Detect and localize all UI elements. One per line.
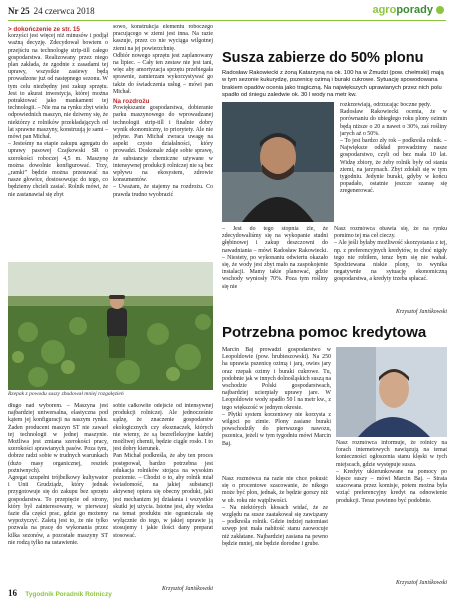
farmer-portrait-photo xyxy=(336,347,447,437)
article1-column-3 xyxy=(334,226,447,308)
continuation-note: > dokończenie ze str. 15 xyxy=(8,26,80,33)
paragraph: sowo, konstrukcja elementu roboczego pracującego w ziemi jest inna. Na razie kaszuje, przez co nie wyciąga wilgotnej ziemi na jej powierzchnię. xyxy=(113,24,213,52)
farmer-portrait-image xyxy=(222,102,334,222)
left-column-1 xyxy=(8,24,108,256)
paragraph: Powiększanie gospodarstwa, dobieranie parku maszynowego do wprowadzanej technologii strip-till i finalnie dobry wynik ekonomiczny, to priorytety. Ale nie jedyne. Pan Michał zwraca uwagę na aspekt czysto działalności, który prowadzi. Doskonale zdaje sobie sprawę, że substancje chemiczne używane w intensywnej produkcji rolniczej nie są bez wpływu na ekosystem, zdrowie konsumentów. xyxy=(113,105,213,184)
article2-column-1 xyxy=(222,347,331,475)
footer-brand-3: Rolniczy xyxy=(85,591,112,598)
paragraph: długo nad wyborem. – Maszyna jest najbardziej uniwersalna, elastyczna pod kątem jej konfiguracji na naszym rynku. Żaden producent maszyn ST nie zawarł tej technologii w jednej maszynie. Możliwa jest zmiana szerokości pracy, szerokości sprawianych pasów. Poza tym, dobrze radzi sobie w trudnych warunkach (dużo masy organicznej, resztek pożniwnych). xyxy=(8,403,108,474)
paragraph: sobie całkowite odejście od intensywnej produkcji rolniczej. Ale jednocześnie sądzę, że znaczenie gospodarstw ekologicznych czy ekoznaczek, których nie wiemy, że są bezrefleksyjne każdej możliwej chemii, będzie ciągle rosło. I to jest dobry kierunek. xyxy=(113,403,213,453)
farmer-portrait-photo xyxy=(222,102,334,222)
farmer-portrait-image xyxy=(336,347,447,437)
page-number: 16 xyxy=(8,588,17,598)
subheading: Na rozdrożu xyxy=(113,98,150,106)
page-footer xyxy=(8,588,112,598)
footer-brand xyxy=(25,591,112,598)
author-signature: Krzysztof Janiśkowski xyxy=(395,309,447,315)
paragraph: Nasz rozmówca obawia się, że na rynku pomimo tej ma ceł cieczy. – Ale jeśli byłaby możliwość skorzystania z tej, np. z preferencyjnych kredytów, to choć nigdy tego nie robiłem, teraz bym się nie wahał. Spodziewana niskie plony, to wynika negatywnie na sytuację ekonomiczną gospodarstwa, a kredyty trzeba spłacać. xyxy=(334,226,447,283)
issue-label: Nr 25 xyxy=(8,6,30,16)
left-column-3 xyxy=(8,403,108,585)
article1-column-2 xyxy=(222,226,328,316)
author-signature: Krzysztof Janiśkowski xyxy=(161,586,213,592)
left-column-2 xyxy=(113,24,213,256)
paragraph: Agregat uzupełni trójbelkowy kultywator i Unii Grudziądz, który jednak przygotowuje się do zakupu bez sprzętu gospodarstwa. To przepięcie od strony, który był zainteresowany, w pierwszej fazie dla części prac, gdzie go możemy wypożyczyć. Zaletą jest to, że nie tylko pozwala na pracę do wykonania przez kilka sezonów, a pozostałe maszyny ST nie rodzą tylko na ustawienie. xyxy=(8,475,108,546)
paragraph: korzyści jest więcej niż minusów i podjął ważną decyzję. Zdecydował bowiem o przejściu na technologię strip-till całego gospodarstwa. Realizowany przez niego plan zakłada, że zgodnie z zasadami tej uprawy, wszystkie zasiewy będą prowadzone już od następnego sezonu. W tym celu niezbędny jest zakup sprzętu. Jest to akurat inwestycja, której można potraktować jako mankament tej technologii. – Nie ma na rynku zbyt wielu odpowiednich maszyn, nie dziwmy się, że niektórzy z rolników przekładających od lat sprawne maszyny, konstruują je sami – mówi pan Michał. xyxy=(8,33,108,141)
paragraph: – Jest do tego stopnia źle, że zdecydowaliśmy się na wykopanie studni głębinowej i zakup deszczowni do nawadniania – mówi Radosław Rakowiecki. – Niestety, po wykonaniu odwiertu okazało się, że wody jest zbyt mało na zaspokojenie instalacji. Mamy takie planować, gdzie wschody wyniosły 70%. Poza tym rośliny się nie xyxy=(222,226,328,290)
issue-date: 24 czerwca 2018 xyxy=(33,6,95,16)
brand-part-b: porady xyxy=(396,4,433,16)
paragraph: Pan Michał podkreśla, że aby ten proces postępował, bardzo potrzebna jest edukacja rolników stojąca na wysokim poziomie. – Chodzi o to, aby rolnik miał świadomość, na jakiej substancji aktywnej opiera się obecny produkt, jaki jest mechanizm jej działania i wszystkie skutki jej użycia. Istotne jest, aby wiedza na temat produktu nie ograniczała się wyłącznie do tego, w jakiej uprawie ją stosujemy i jakie ilości dany preparat stosować. xyxy=(113,453,213,539)
author-signature: Krzysztof Janiśkowski xyxy=(395,580,447,586)
issue-number xyxy=(8,6,95,16)
article2-column-3 xyxy=(336,440,447,580)
footer-brand-1: Tygodnik xyxy=(25,591,54,598)
photo-caption: Rzepak z powodu suszy zbudował mniej rozgałęzień xyxy=(8,391,124,397)
article-lead: Radosław Rakowiecki z żoną Katarzyną na ok. 100 ha w Żmudzi (pow. chełmski) mają w tym sezonie kukurydzę, pszenicę ozimą i buraki cukrowe. Sytuację spowodowana brakiem opadów ocenia jako tragiczną. Na największych uprawianych przez nich polu spadło od śniegu zaledwie ok. 30 l wody na metr kw. xyxy=(222,70,444,99)
article2-column-2 xyxy=(222,476,328,588)
paragraph: Nasz rozmówca na razie nie chce pokusić się o procentowe szacowanie, że nikogo może być plon, jednak, że będzie gorszy niż w ub. roku nie wątpliwości. – Na niektórych kłosach widać, że ze względu na susze zaatakował się zawiązany – podkreśla rolnik. Gdzie indziej natomiast szwęp jest mała nabitość stanu zaowocuje niż zakłatane. Najbardziej zasiana na pewno będzie mniej, nie będzie dorodne i grube. xyxy=(222,476,328,547)
paragraph: – Jesteśmy na etapie zakupu agregatu do uprawy pasowej Czajkowski SR o szerokości roboczej 4,5 m. Maszynę można dowolnie konfigurować. Trzy, „ramki” będzie można przesuwać na nasze głowice, dostosowując do tego, co będziemy chcieli zasiać. Rolnik mówi, że nie zastanawiał się zbyt xyxy=(8,141,108,198)
brand-part-a: agro xyxy=(372,4,397,16)
field-photo xyxy=(8,262,213,390)
paragraph: Odbiór nowego sprzętu jest zaplanowany na lipiec. – Cały ten zestaw nie jest tani, więc aby amortyzacja sprzętu przebiegała sprawnie, zamierzam wykorzystywać go także do świadczenia usług – mówi pan Michał. xyxy=(113,52,213,95)
article1-column-1 xyxy=(340,102,447,222)
paragraph: – Uważam, że stajemy na rozdrożu. Co prawda trudno wyobrazić xyxy=(113,184,213,198)
article-title: Susza zabierze do 50% plonu xyxy=(222,50,424,66)
field-photo-image xyxy=(8,262,213,390)
article-title: Potrzebna pomoc kredytowa xyxy=(222,324,427,341)
brand-dot-icon xyxy=(436,6,444,14)
footer-brand-2: Poradnik xyxy=(55,591,84,598)
brand-logo xyxy=(372,4,444,16)
header-divider xyxy=(8,20,446,21)
paragraph: Nasz rozmówca informuje, że rolnicy na forach internetowych nawiązują na temat konieczności ogłoszenia stanu klęski w tych miejscach, gdzie występuje susza. – Kredyty ukierunkowane na pomocy po klęsce suszy – mówi Marcin Baj. – Strata szacowana przez komisje, potem można była wziąć preferencyjny kredyt na odnowienie produkcji. Teraz powinno być podobnie. xyxy=(336,440,447,504)
left-column-4 xyxy=(113,403,213,585)
paragraph: rozkrzewiają, odrzucając boczne pędy. Radosław Rakowiecki ocenia, że w porównaniu do ubiegłego roku plony ozimin będą niższe o 20 a nawet o 30%, zaś rośliny jarych aż o 50%. – To jest bardzo zły rok – podkreśla rolnik. – Największe odkład prowadzimy nasze gospodarstwo, czyli od bez mała 10 lat. Widzę zbiory, że żeby rolnik były od stania ziemi, na jarzynach. Zbyt zdołali się w tym tygodniu. Jedynie buraki, gdyby w końcu popadało, ostatnie jeszcze szansę się zregenerować. xyxy=(340,102,447,195)
paragraph: Marcin Baj prowadzi gospodarstwo w Leopoldowie (pow. hrubieszowski). Na 250 ha uprawia pszenicę ozimą i jarą, owies jary oraz rzepak ozimy i buraki cukrowe. Tu, podobnie jak w innych dolnośląskich suszą na wschodzie Polski gospodarstwach, najbardziej ucierpiały uprawy jare. W Leopoldowie wody spadło 50 l na metr kw., z tego większość w jednym okresie. – Płytki system korzeniowy nie korzysta z wilgoci po zimie. Plony zasiane buraki powschodziły do pierwszego nawozu, pszenica, jeżeli w tym tygodniu mówi Marcin Baj. xyxy=(222,347,331,447)
